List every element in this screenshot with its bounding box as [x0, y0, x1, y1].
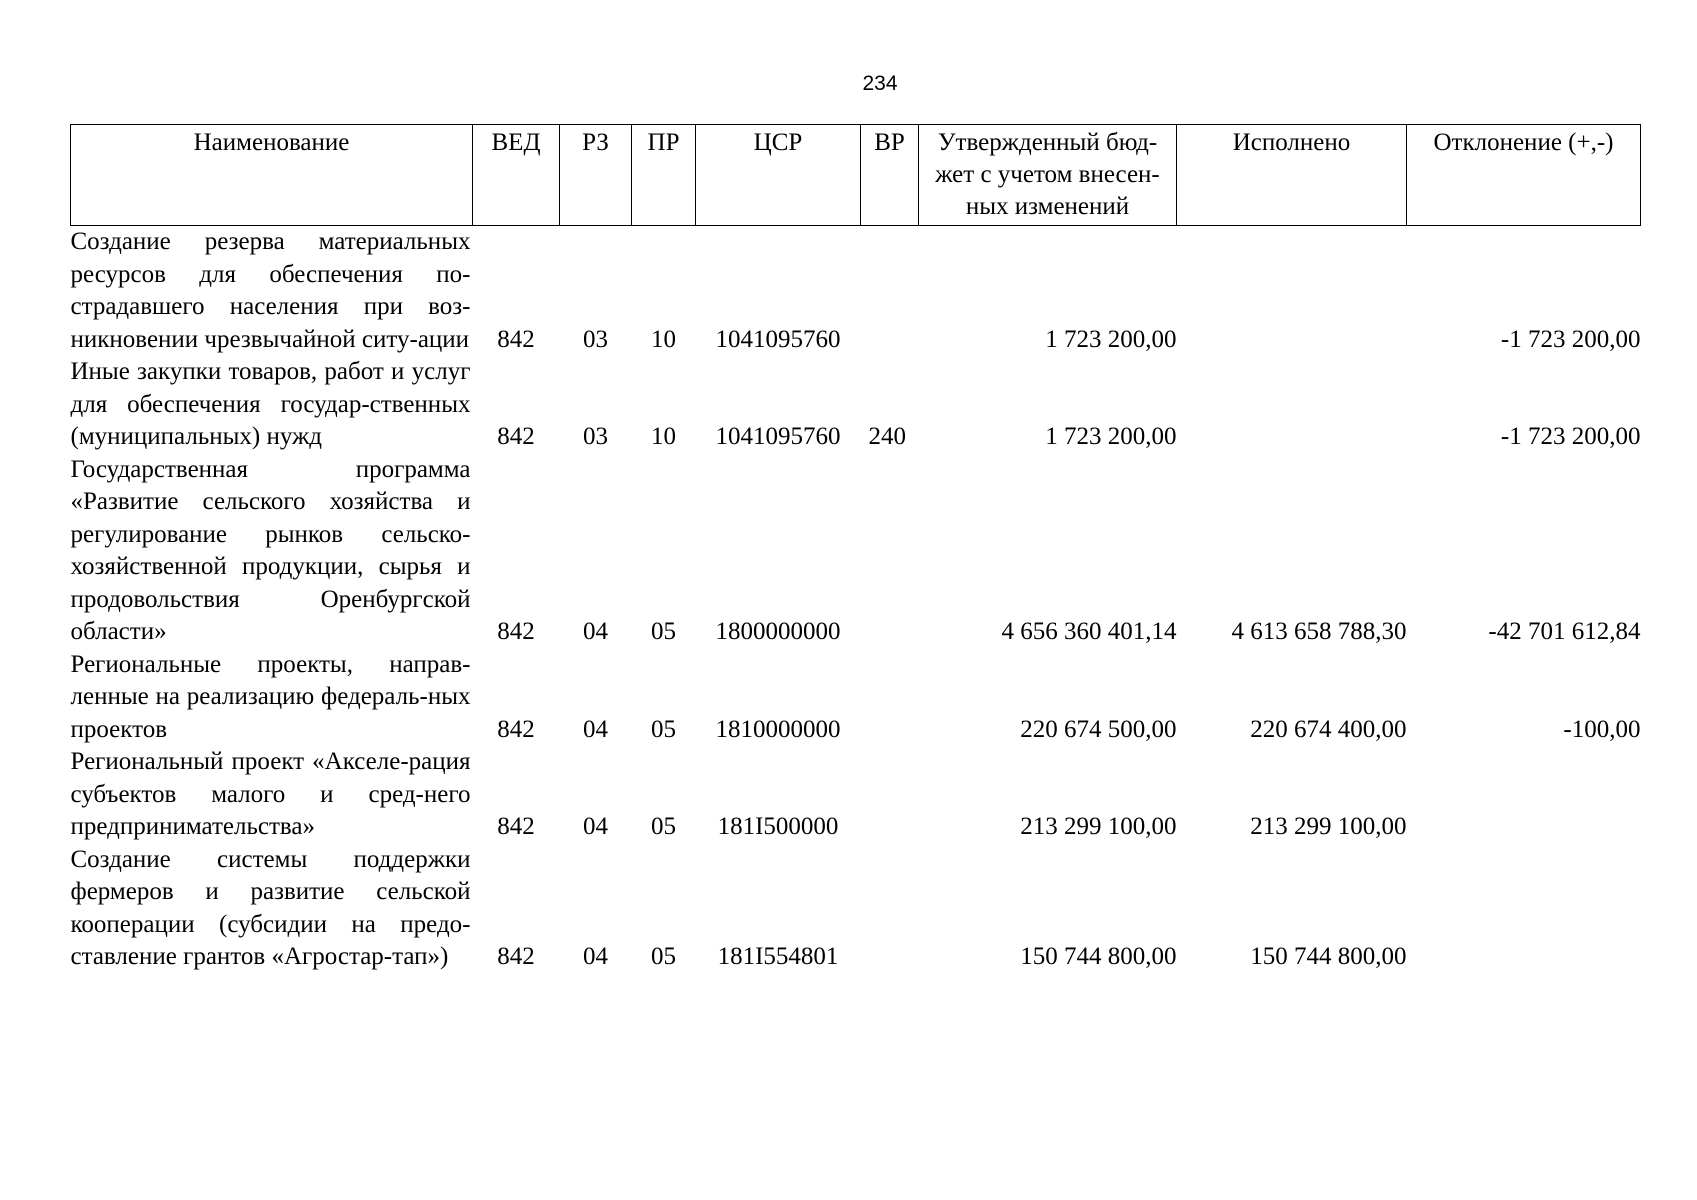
row-executed: 220 674 400,00	[1250, 715, 1407, 743]
table-header-row	[71, 125, 1641, 226]
row-approved: 220 674 500,00	[1020, 715, 1177, 743]
row-executed	[1177, 226, 1407, 357]
row-csr: 1041095760	[715, 423, 841, 450]
row-executed: 4 613 658 788,30	[1231, 618, 1407, 645]
row-rz: 03	[583, 325, 608, 353]
row-csr: 1810000000	[715, 715, 841, 743]
row-vr	[861, 746, 919, 844]
table-row	[71, 356, 1641, 454]
row-name: Региональные проекты, направ-ленные на реализацию федераль-ных проектов	[70, 650, 471, 743]
table-row	[71, 746, 1641, 844]
row-deviation: -42 701 612,84	[1488, 618, 1641, 645]
header-executed: Исполнено	[1177, 125, 1407, 226]
row-pr: 05	[651, 813, 676, 840]
row-name: Региональный проект «Акселе-рация субъектов малого и сред-него предпринимательства»	[70, 748, 471, 840]
row-deviation: -1 723 200,00	[1500, 325, 1641, 353]
table-row	[71, 649, 1641, 747]
row-csr: 1041095760	[715, 325, 841, 353]
row-rz: 04	[583, 715, 608, 743]
row-rz: 04	[583, 618, 608, 645]
row-rz: 04	[583, 813, 608, 840]
header-approved: Утвержденный бюд-жет с учетом внесен-ных изменений	[919, 125, 1177, 226]
header-rz: РЗ	[560, 125, 632, 226]
row-executed: 150 744 800,00	[1250, 943, 1407, 970]
row-csr: 1800000000	[715, 618, 841, 645]
row-vr	[861, 226, 919, 357]
table-row	[71, 844, 1641, 974]
row-ved: 842	[497, 325, 535, 353]
row-name: Создание системы поддержки фермеров и развитие сельской кооперации (субсидии на предо-ставление грантов «Агростар-тап»)	[70, 845, 471, 970]
row-csr: 181I500000	[717, 813, 839, 840]
row-pr: 05	[651, 618, 676, 645]
table-row	[71, 226, 1641, 357]
row-vr: 240	[868, 423, 906, 450]
row-vr	[861, 454, 919, 649]
row-deviation	[1407, 844, 1641, 974]
header-deviation: Отклонение (+,-)	[1407, 125, 1641, 226]
row-rz: 04	[583, 943, 608, 970]
row-deviation: -1 723 200,00	[1500, 423, 1641, 450]
row-approved: 1 723 200,00	[1045, 423, 1177, 450]
row-vr	[861, 649, 919, 747]
row-pr: 10	[651, 423, 676, 450]
row-ved: 842	[497, 943, 535, 970]
row-rz: 03	[583, 423, 608, 450]
row-deviation: -100,00	[1563, 715, 1641, 743]
table-row	[71, 454, 1641, 649]
row-approved: 213 299 100,00	[1020, 813, 1177, 840]
row-ved: 842	[497, 715, 535, 743]
row-approved: 1 723 200,00	[1045, 325, 1177, 353]
budget-table	[70, 124, 1641, 974]
row-name: Создание резерва материальных ресурсов для обеспечения по-страдавшего населения при воз-никновении чрезвычайной ситу-ации	[70, 228, 471, 353]
page-number: 234	[862, 72, 898, 95]
row-executed	[1177, 356, 1407, 454]
header-csr: ЦСР	[696, 125, 861, 226]
header-name: Наименование	[71, 125, 473, 226]
header-pr: ПР	[632, 125, 696, 226]
row-name: Иные закупки товаров, работ и услуг для обеспечения государ-ственных (муниципальных) нужд	[70, 358, 471, 450]
row-deviation	[1407, 746, 1641, 844]
row-pr: 05	[651, 943, 676, 970]
row-ved: 842	[497, 813, 535, 840]
row-approved: 150 744 800,00	[1020, 943, 1177, 970]
row-ved: 842	[497, 618, 535, 645]
row-pr: 05	[651, 715, 676, 743]
row-executed: 213 299 100,00	[1250, 813, 1407, 840]
row-ved: 842	[497, 423, 535, 450]
row-vr	[861, 844, 919, 974]
row-pr: 10	[651, 325, 676, 353]
header-vr: ВР	[861, 125, 919, 226]
row-csr: 181I554801	[717, 943, 839, 970]
row-approved: 4 656 360 401,14	[1001, 618, 1177, 645]
row-name: Государственная программа «Развитие сельского хозяйства и регулирование рынков сельско-хозяйственной продукции, сырья и продовольствия Оренбургской области»	[70, 455, 471, 645]
header-ved: ВЕД	[473, 125, 560, 226]
